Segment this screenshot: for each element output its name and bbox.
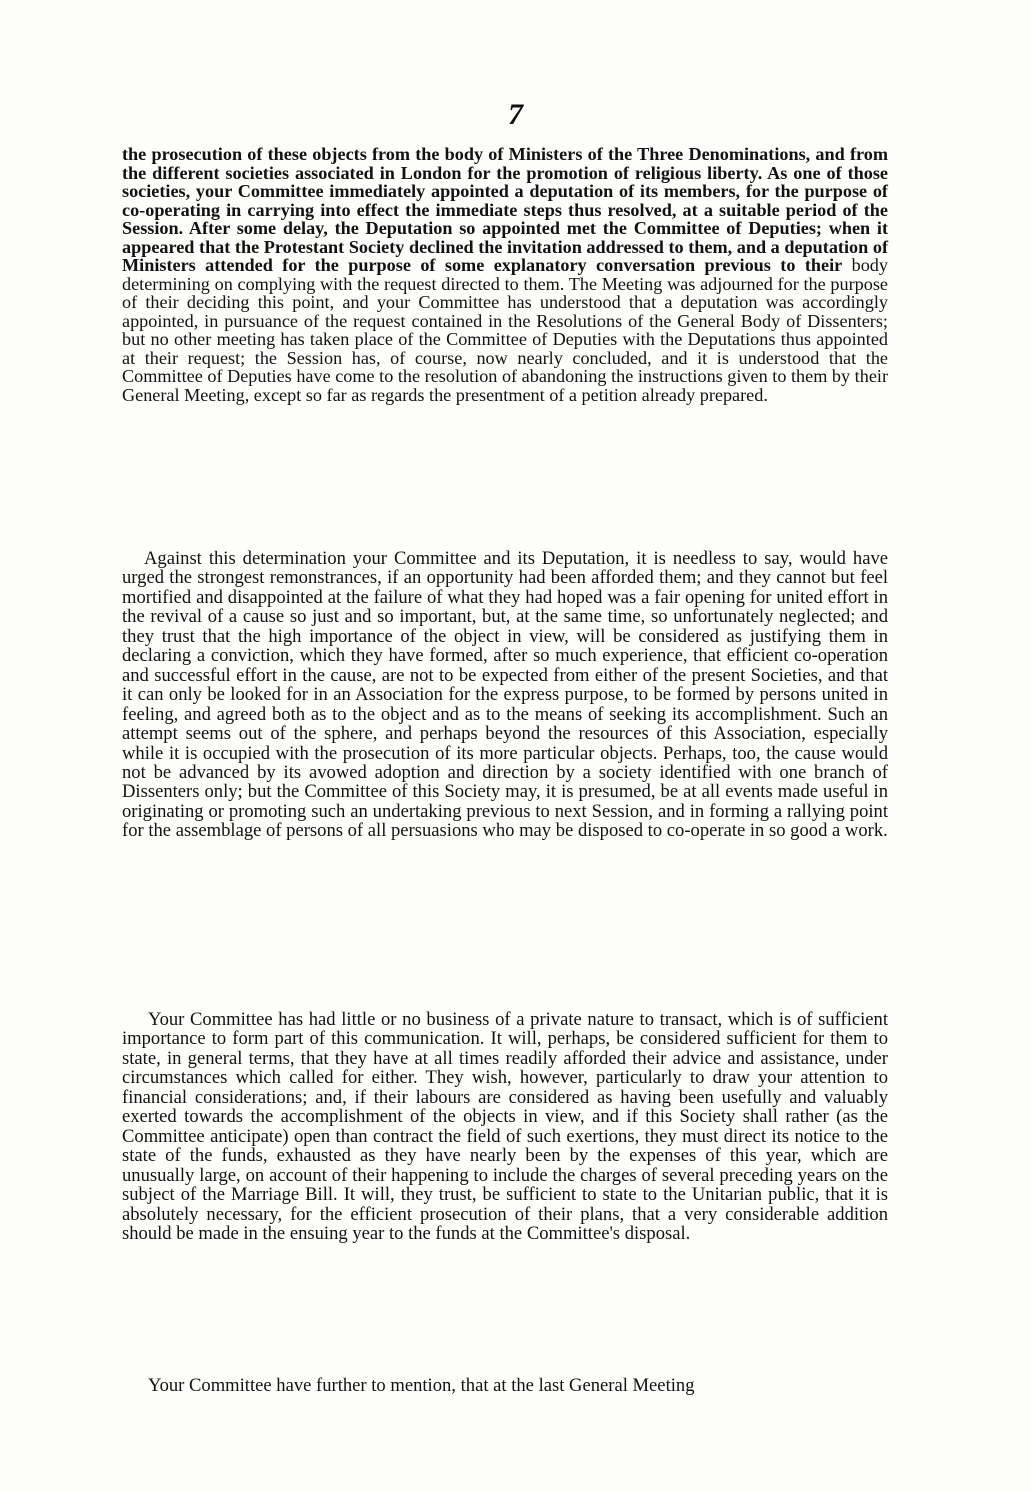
- paragraph-further-mention: [122, 1376, 888, 1395]
- paragraph-continuation-text: [122, 145, 888, 404]
- page-number: 7: [508, 98, 523, 131]
- paragraph-further-mention-text: Your Committee have further to mention, that at the last General Meeting: [148, 1375, 695, 1396]
- continuation-rest-text: body determining on complying with the request directed to them. The Meeting was adjourned for the purpose of their deciding this point, and your Committee has understood that a deputation was accordingly appointed, in pursuance of the request contained in the Resolutions of the General Body of Dissenters; but no other meeting has taken place of the Committee of Deputies with the Deputations thus appointed at their request; the Session has, of course, now nearly concluded, and it is understood that the Committee of Deputies have come to the resolution of abandoning the instructions given to them by their General Meeting, except so far as regards the presentment of a petition already prepared.: [122, 255, 888, 405]
- paragraph-against-text: Against this determination your Committee and its Deputation, it is needless to say, would have urged the strongest remonstrances, if an opportunity had been afforded them; and they cannot but feel mortified and disappointed at the failure of what they had hoped was a fair opening for united effort in the revival of a cause so just and so important, but, at the same time, so unfortunately neglected; and they trust that the high importance of the object in view, will be considered as justifying them in declaring a conviction, which they have formed, after so much experience, that efficient co-operation and successful effort in the cause, are not to be expected from either of the present Societies, and that it can only be looked for in an Association for the express purpose, to be formed by persons united in feeling, and agreed both as to the object and as to the means of seeking its accomplishment. Such an attempt seems out of the sphere, and perhaps beyond the resources of this Association, especially while it is occupied with the prosecution of its more particular objects. Perhaps, too, the cause would not be advanced by its avowed adoption and direction by a society identified with one branch of Dissenters only; but the Committee of this Society may, it is presumed, be at all events made useful in originating or promoting such an undertaking previous to next Session, and in forming a rallying point for the assemblage of persons of all persuasions who may be disposed to co-operate in so good a work.: [122, 548, 888, 842]
- paragraph-committee-business: [122, 1010, 888, 1243]
- continuation-bold-text: the prosecution of these objects from the body of Ministers of the Three Denominations, and from the different societies associated in London for the promotion of religious liberty. As one of those societies, your Committee immediately appointed a deputation of its members, for the purpose of co-operating in carrying into effect the immediate steps thus resolved, at a suitable period of the Session. After some delay, the Deputation so appointed met the Committee of Deputies; when it appeared that the Protestant Society declined the invitation addressed to them, and a deputation of Ministers attended for the purpose of some explanatory conversation previous to their: [122, 144, 888, 275]
- paragraph-committee-business-text: Your Committee has had little or no business of a private nature to transact, which is of sufficient importance to form part of this communication. It will, perhaps, be considered sufficient for them to state, in general terms, that they have at all times readily afforded their advice and assistance, under circumstances which called for either. They wish, however, particularly to draw your attention to financial considerations; and, if their labours are considered as having been usefully and valuably exerted towards the accomplishment of the objects in view, and if this Society shall rather (as the Committee anticipate) open than contract the field of such exertions, they must direct its notice to the state of the funds, exhausted as they have nearly been by the expenses of this year, which are unusually large, on account of their happening to include the charges of several preceding years on the subject of the Marriage Bill. It will, they trust, be sufficient to state to the Unitarian public, that it is absolutely necessary, for the efficient prosecution of their plans, that a very considerable addition should be made in the ensuing year to the funds at the Committee's disposal.: [122, 1009, 888, 1244]
- paragraph-continuation: [122, 145, 888, 404]
- paragraph-against: [122, 549, 888, 841]
